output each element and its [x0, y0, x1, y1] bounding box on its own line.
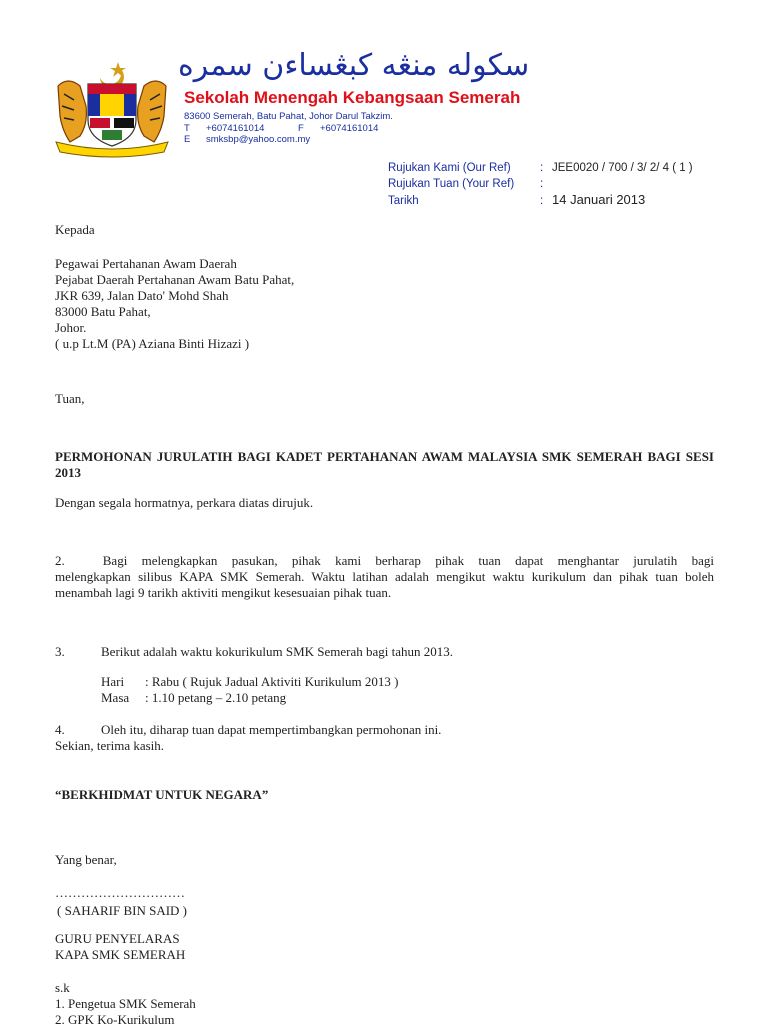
- paragraph-2: [55, 553, 714, 601]
- school-name: Sekolah Menengah Kebangsaan Semerah: [184, 88, 521, 107]
- paragraph-2-first-line: [55, 553, 714, 569]
- recipient-address: [55, 256, 294, 352]
- yours-truly: Yang benar,: [55, 852, 117, 867]
- recipient-line: Johor.: [55, 320, 87, 335]
- title-line: GURU PENYELARAS: [55, 931, 180, 946]
- paragraph-number: 2.: [55, 553, 65, 568]
- school-address: 83600 Semerah, Batu Pahat, Johor Darul Takzim.: [184, 111, 393, 122]
- date-row: [388, 192, 693, 209]
- recipient-line: 83000 Batu Pahat,: [55, 304, 151, 319]
- time-label: Masa: [101, 690, 130, 705]
- paragraph-3-text: Berikut adalah waktu kokurikulum SMK Semerah bagi tahun 2013.: [101, 644, 454, 659]
- school-contact-block: [184, 111, 393, 146]
- time-value: : 1.10 petang – 2.10 petang: [145, 690, 287, 705]
- paragraph-3: [55, 644, 453, 660]
- schedule-day-row: [101, 674, 399, 690]
- email-address: smksbp@yahoo.com.my: [206, 134, 311, 145]
- title-line: KAPA SMK SEMERAH: [55, 947, 186, 962]
- school-name-jawi: سکوله منڠه کبڠساءن سمره: [178, 48, 530, 83]
- schedule-time-row: [101, 690, 399, 706]
- recipient-line: Pejabat Daerah Pertahanan Awam Batu Pahat,: [55, 272, 295, 287]
- paragraph-4: [55, 722, 441, 754]
- signatory-name: ( SAHARIF BIN SAID ): [57, 903, 188, 918]
- paragraph-4-line: [55, 722, 441, 738]
- paragraph-4-text: Oleh itu, diharap tuan dapat mempertimbangkan permohonan ini.: [101, 722, 442, 737]
- phone-fax-line: [184, 123, 393, 135]
- colon: :: [540, 162, 544, 174]
- salutation: Tuan,: [55, 391, 85, 406]
- paragraph-number: 4.: [55, 722, 65, 737]
- day-label: Hari: [101, 674, 125, 689]
- our-ref-row: [388, 160, 693, 176]
- our-ref-value: JEE0020 / 700 / 3/ 2/ 4 ( 1 ): [552, 162, 693, 174]
- your-ref-row: [388, 176, 693, 192]
- schedule: [101, 674, 399, 706]
- date-value: 14 Januari 2013: [552, 192, 646, 207]
- recipient-line: JKR 639, Jalan Dato' Mohd Shah: [55, 288, 229, 303]
- paragraph-2-rest: melengkapkan silibus KAPA SMK Semerah. Waktu latihan adalah mengikut waktu kurikulum dan pihak tuan boleh menambah lagi 9 tarikh aktiviti mengikut kesesuaian pihak tuan.: [55, 569, 714, 600]
- paragraph-number: 3.: [55, 644, 65, 659]
- closing-line: Sekian, terima kasih.: [55, 738, 165, 753]
- day-value: : Rabu ( Rujuk Jadual Aktiviti Kurikulum 2013 ): [145, 674, 399, 689]
- our-ref-label: Rujukan Kami (Our Ref): [388, 162, 511, 174]
- date-label: Tarikh: [388, 195, 419, 207]
- paragraph-1: Dengan segala hormatnya, perkara diatas dirujuk.: [55, 495, 314, 510]
- paragraph-2-text: Bagi melengkapkan pasukan, pihak kami berharap pihak tuan dapat menghantar jurulatih bagi: [102, 553, 714, 568]
- fax-label: F: [298, 122, 304, 134]
- recipient-attention: ( u.p Lt.M (PA) Aziana Binti Hizazi ): [55, 336, 250, 351]
- recipient-line: Pegawai Pertahanan Awam Daerah: [55, 256, 237, 271]
- cc-label: s.k: [55, 980, 70, 995]
- email-line: [184, 134, 393, 146]
- tel-label: T: [184, 122, 190, 134]
- reference-block: [388, 160, 693, 209]
- email-label: E: [184, 134, 191, 145]
- to-label: Kepada: [55, 222, 95, 237]
- fax-number: +6074161014: [320, 122, 379, 134]
- tel-number: +6074161014: [206, 122, 265, 134]
- motto: “BERKHIDMAT UNTUK NEGARA”: [55, 787, 269, 802]
- coat-of-arms-icon: [50, 56, 174, 158]
- your-ref-label: Rujukan Tuan (Your Ref): [388, 178, 515, 190]
- colon: :: [540, 195, 544, 207]
- subject-heading: PERMOHONAN JURULATIH BAGI KADET PERTAHANAN AWAM MALAYSIA SMK SEMERAH BAGI SESI 2013: [55, 449, 714, 480]
- signatory-title: [55, 931, 185, 963]
- cc-item: 1. Pengetua SMK Semerah: [55, 996, 196, 1011]
- cc-item: 2. GPK Ko-Kurikulum: [55, 1012, 175, 1027]
- signature-dots: …………………………: [55, 885, 185, 900]
- colon: :: [540, 178, 544, 190]
- cc-block: [55, 980, 196, 1028]
